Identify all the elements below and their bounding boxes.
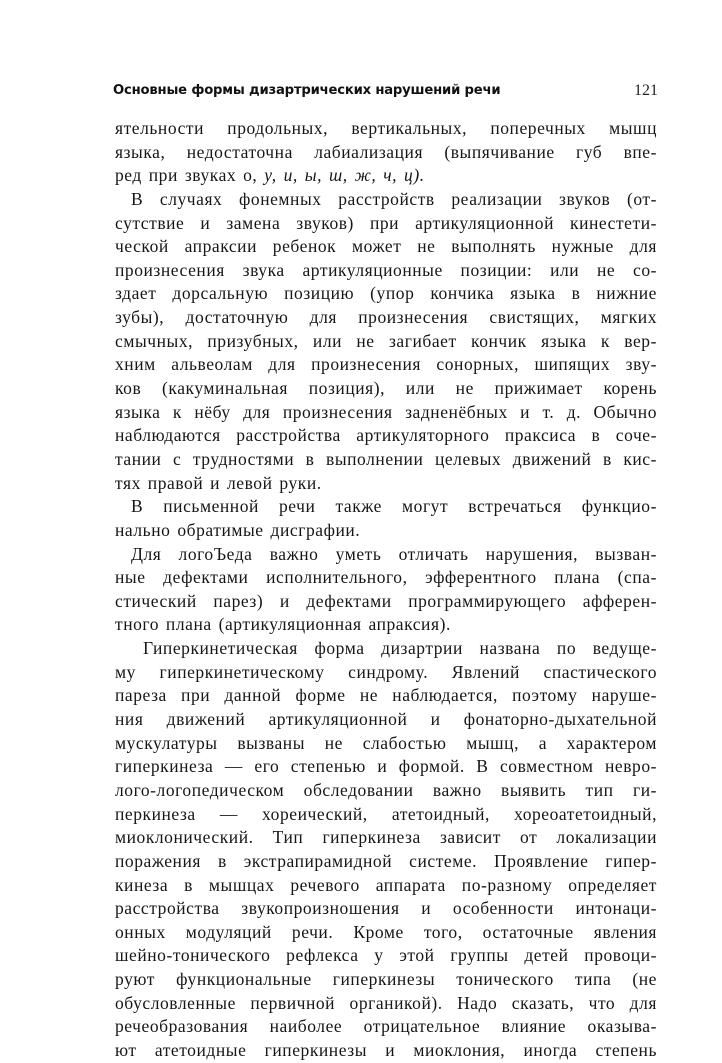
text-line: мускулатуры вызваны не слабостью мышц, а характером: [115, 732, 657, 753]
text-line: гиперкинеза — его степенью и формой. В совместном невро-: [115, 756, 657, 777]
text-line: ют атетоидные гиперкинезы и миоклония, иногда степень: [115, 1039, 657, 1060]
text-line: тании с трудностями в выполнении целевых движений в кис-: [115, 448, 657, 469]
text-line: стический парез) и дефектами программирующего афферен-: [115, 590, 657, 611]
text-line: онных модуляций речи. Кроме того, остаточные явления: [115, 921, 657, 942]
text-line: языка к нёбу для произнесения задненёбных и т. д. Обычно: [115, 401, 657, 422]
text-line: ния движений артикуляционной и фонаторно-дыхательной: [115, 709, 657, 730]
italic-sound-list: у, и, ы, ш, ж, ч, ц).: [264, 165, 425, 186]
text-line: хним альвеолам для произнесения сонорных, шипящих зву-: [115, 354, 657, 375]
text-line: ческой апраксии ребенок может не выполнять нужные для: [115, 236, 657, 257]
text-line: ятельности продольных, вертикальных, поперечных мышц: [115, 118, 657, 138]
text-line: му гиперкинетическому синдрому. Явлений спастического: [115, 661, 657, 682]
text-line: ков (какуминальная позиция), или не прижимает корень: [115, 378, 657, 399]
text-line: шейно-тонического рефлекса у этой группы детей провоци-: [115, 945, 657, 966]
text-line: пареза при данной форме не наблюдается, поэтому наруше-: [115, 685, 657, 706]
paragraph-first-line: В случаях фонемных расстройств реализации звуков (от-: [131, 188, 657, 209]
text-line: миоклонический. Тип гиперкинеза зависит от локализации: [115, 827, 657, 848]
chapter-title: Основные формы дизартрических нарушений речи: [113, 83, 501, 98]
text-line: произнесения звука артикуляционные позиции: или не со-: [115, 259, 657, 280]
text-line: [115, 164, 657, 188]
text-line: языка, недостаточна лабиализация (выпячивание губ впе-: [115, 141, 657, 162]
text-line: здает дорсальную позицию (упор кончика языка в нижние: [115, 283, 657, 304]
text-fragment: ред при звуках о,: [115, 165, 265, 186]
text-line: перкинеза — хореический, атетоидный, хореоатетоидный,: [115, 803, 657, 824]
text-line: смычных, призубных, или не загибает кончик языка к вер-: [115, 330, 657, 351]
text-line: лого-логопедическом обследовании важно выявить тип ги-: [115, 779, 657, 800]
body-text: [115, 117, 657, 1063]
paragraph-first-line: Гиперкинетическая форма дизартрии названа по ведуще-: [143, 638, 657, 659]
text-line: зубы), достаточную для произнесения свистящих, мягких: [115, 307, 657, 328]
text-line: обусловленные первичной органикой). Надо сказать, что для: [115, 992, 657, 1013]
text-line: расстройства звукопроизношения и особенности интонаци-: [115, 898, 657, 919]
text-line: поражения в экстрапирамидной системе. Проявление гипер-: [115, 850, 657, 871]
text-line: нально обратимые дисграфии.: [115, 519, 361, 540]
text-line: речеобразования наиболее отрицательное влияние оказыва-: [115, 1016, 657, 1037]
text-line: ные дефектами исполнительного, эфферентного плана (спа-: [115, 567, 657, 588]
text-line: тного плана (артикуляционная апраксия).: [115, 614, 451, 635]
paragraph-first-line: Для логоЪеда важно уметь отличать нарушения, вызван-: [131, 543, 657, 564]
text-line: тях правой и левой руки.: [115, 472, 322, 493]
text-line: сутствие и замена звуков) при артикуляционной кинестети-: [115, 212, 657, 233]
text-line: руют функциональные гиперкинезы тонического типа (не: [115, 969, 657, 990]
text-line: кинеза в мышцах речевого аппарата по-разному определяет: [115, 874, 657, 895]
text-line: наблюдаются расстройства артикуляторного праксиса в соче-: [115, 425, 657, 446]
paragraph-first-line: В письменной речи также могут встречаться функцио-: [131, 496, 657, 517]
running-head: [113, 82, 658, 104]
page-number: 121: [634, 82, 658, 99]
